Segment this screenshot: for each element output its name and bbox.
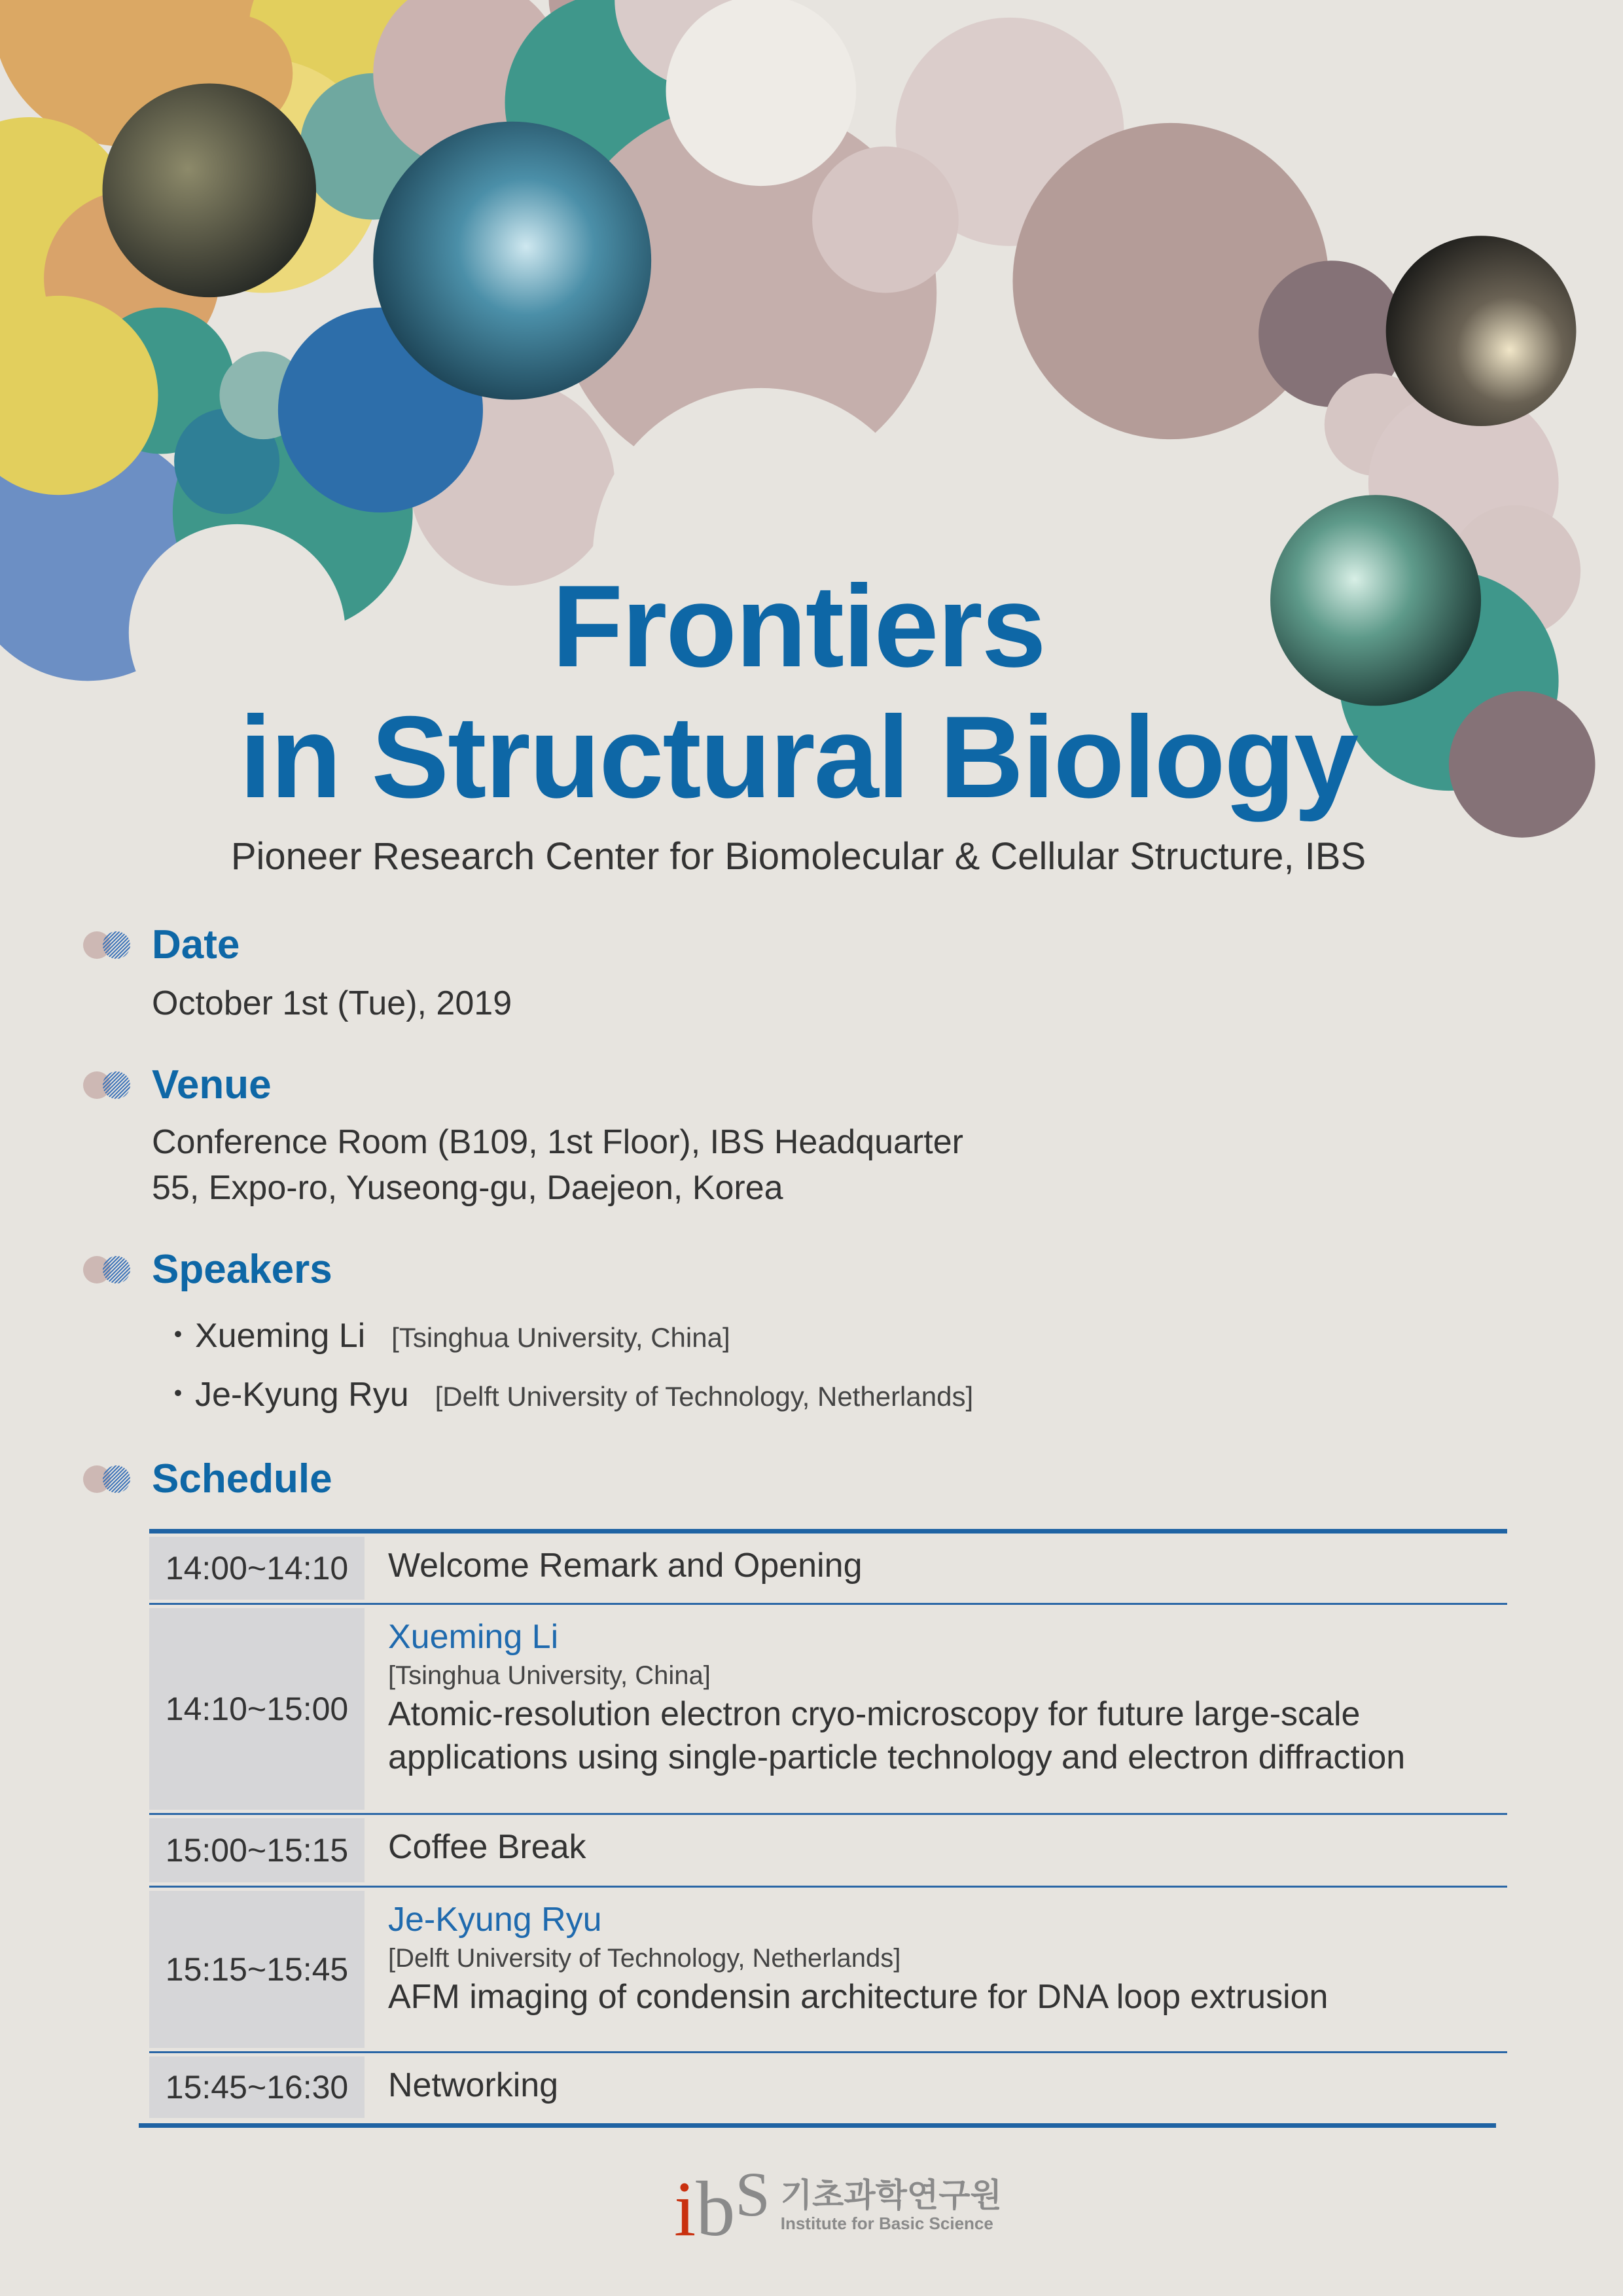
subtitle: Pioneer Research Center for Biomolecular & Cellular Structure, IBS: [230, 835, 1366, 878]
content-cell: [374, 1888, 1507, 2051]
session-title: Networking: [388, 2066, 559, 2104]
schedule-table: [149, 1529, 1507, 2121]
session-title: Coffee Break: [388, 1828, 586, 1866]
table-bottom-rule: [139, 2123, 1496, 2128]
time-cell: 15:15~15:45: [149, 1891, 365, 2048]
content-cell: [374, 1605, 1507, 1813]
schedule-heading: Schedule: [152, 1456, 332, 1501]
logo-english: Institute for Basic Science: [780, 2214, 993, 2233]
content-cell: [374, 1534, 1507, 1603]
time-cell: 14:00~14:10: [149, 1537, 365, 1600]
date-heading: Date: [152, 922, 240, 967]
speaker-item: [161, 1308, 730, 1357]
section-bullet-icon: [82, 1071, 132, 1100]
section-bullet-icon: [82, 1465, 132, 1494]
venue-line-1: Conference Room (B109, 1st Floor), IBS Headquarter: [152, 1123, 963, 1161]
speaker-name: Je-Kyung Ryu: [195, 1376, 409, 1414]
talk-title: Atomic-resolution electron cryo-microscopy for future large-scale applications using single-particle technology and electron diffraction: [388, 1695, 1406, 1776]
speaker-affiliation: [Tsinghua University, China]: [391, 1322, 730, 1353]
bullet: ・: [161, 1317, 196, 1355]
content-cell: [374, 1815, 1507, 1886]
speaker-item: [161, 1367, 973, 1416]
logo-korean: 기초과학연구원: [780, 2177, 1002, 2214]
speaker-affiliation: [Tsinghua University, China]: [388, 1661, 711, 1690]
ibs-logo: [674, 2159, 1002, 2252]
time-cell: 14:10~15:00: [149, 1608, 365, 1810]
session-title: Welcome Remark and Opening: [388, 1547, 863, 1585]
section-bullet-icon: [82, 931, 132, 960]
table-row: [149, 2053, 1507, 2121]
speaker-affiliation: [Delft University of Technology, Netherlands]: [435, 1381, 974, 1412]
talk-title: AFM imaging of condensin architecture for DNA loop extrusion: [388, 1978, 1329, 2016]
date-value: October 1st (Tue), 2019: [152, 984, 512, 1022]
section-bullet-icon: [82, 1255, 132, 1284]
time-cell: 15:00~15:15: [149, 1818, 365, 1882]
bullet: ・: [161, 1376, 196, 1414]
title-line-1: Frontiers: [552, 561, 1045, 691]
title-line-2: in Structural Biology: [239, 692, 1358, 822]
venue-heading: Venue: [152, 1062, 272, 1107]
speaker-name: Je-Kyung Ryu: [388, 1901, 602, 1939]
speaker-name: Xueming Li: [195, 1317, 366, 1355]
venue-line-2: 55, Expo-ro, Yuseong-gu, Daejeon, Korea: [152, 1169, 783, 1207]
table-row: [149, 1888, 1507, 2053]
ibs-logo-mark: $ib^S$: [674, 2159, 770, 2252]
content-cell: [374, 2053, 1507, 2121]
speaker-name: Xueming Li: [388, 1618, 559, 1656]
table-row: [149, 1534, 1507, 1605]
table-row: [149, 1815, 1507, 1888]
time-cell: 15:45~16:30: [149, 2056, 365, 2118]
speakers-heading: Speakers: [152, 1247, 332, 1292]
table-row: [149, 1605, 1507, 1815]
speaker-affiliation: [Delft University of Technology, Netherlands]: [388, 1944, 901, 1973]
